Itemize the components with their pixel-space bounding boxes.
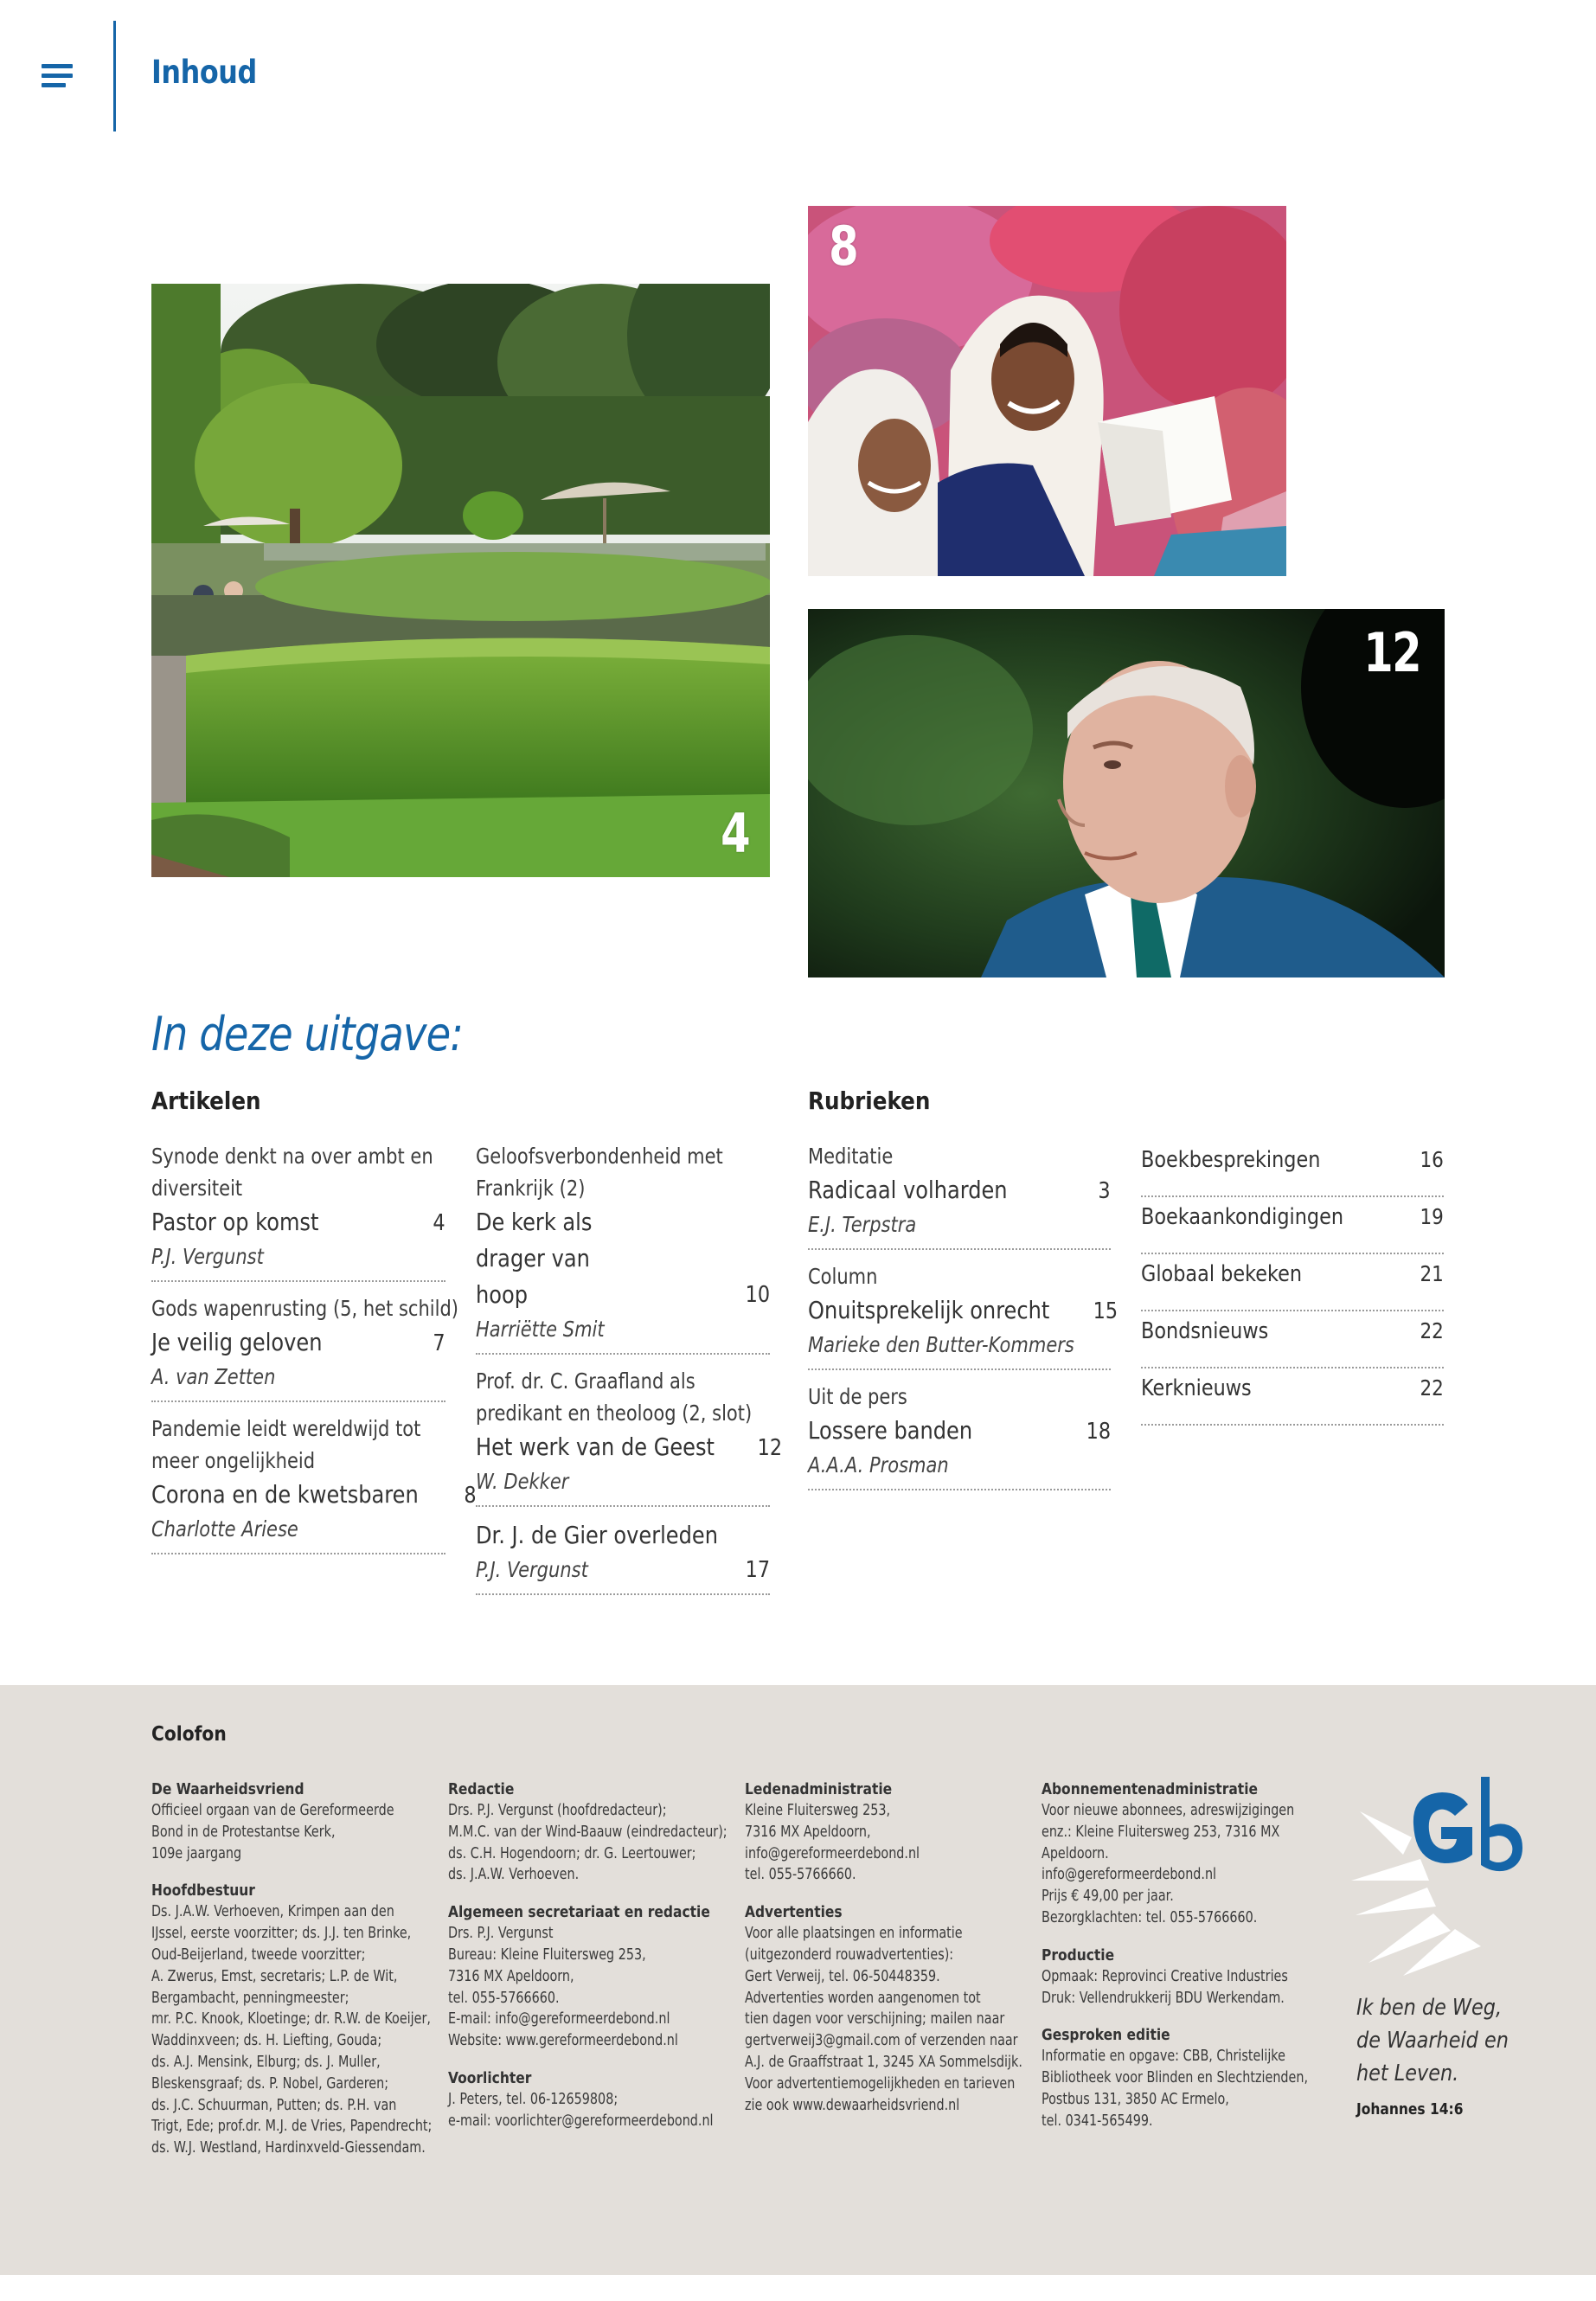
quote-line: de Waarheid en [1356,2028,1509,2054]
colofon-column-1 [151,1779,437,2175]
portrait-image [808,609,1445,977]
entry-title: Boekbesprekingen [1141,1147,1321,1173]
colofon-block [151,1880,437,2159]
entry-author: Marieke den Butter-Kommers [808,1332,1074,1357]
entry-title: Dr. J. de Gier overleden [476,1521,718,1549]
colofon-contact-link[interactable]: info@gereformeerdebond.nl [1042,1866,1217,1884]
colofon-block [448,2067,734,2132]
entry-page: 15 [1093,1298,1118,1324]
rubrieken-column-1 [808,1140,1118,1501]
entry-author: E.J. Terpstra [808,1212,917,1237]
colofon-block-heading: Algemeen secretariaat en redactie [448,1903,710,1922]
page-number-badge: 8 [829,215,858,278]
colofon-block [745,1901,1030,2116]
colofon-line: Bibliotheek voor Blinden en Slechtzienden, [1042,2069,1309,2087]
colofon-block-heading: Productie [1042,1945,1115,1965]
colofon-line: Voor alle plaatsingen en informatie [745,1925,963,1943]
toc-entry[interactable] [808,1381,1111,1490]
colofon-line: Waddinxveen; ds. H. Liefting, Gouda; [151,2032,382,2050]
colofon-block-heading: Hoofdbestuur [151,1881,255,1900]
colofon-contact-link[interactable]: Website: www.gereformeerdebond.nl [448,2032,678,2050]
entry-topic: Prof. dr. C. Graafland als predikant en theoloog (2, slot) [476,1368,753,1426]
colofon-line: Voor nieuwe abonnees, adreswijzigingen [1042,1802,1295,1819]
colofon-block [448,1779,734,1886]
photo-women-article-8[interactable] [808,206,1286,576]
entry-page: 21 [1420,1261,1444,1286]
toc-entry[interactable] [1141,1311,1444,1368]
colofon-line: 7316 MX Apeldoorn, [448,1967,574,1985]
entry-title: Lossere banden [808,1416,973,1445]
entry-page: 4 [433,1210,445,1236]
colofon-line: ds. C.H. Hogendoorn; dr. G. Leertouwer; [448,1844,696,1862]
entry-topic: Synode denkt na over ambt en diversiteit [151,1144,433,1201]
entry-title: Bondsnieuws [1141,1318,1269,1344]
entry-page: 18 [1086,1419,1111,1445]
colofon-line: J. Peters, tel. 06-12659808; [448,2090,619,2108]
colofon-line: Advertenties worden aangenomen tot [745,1989,981,2007]
photo-man-article-12[interactable] [808,609,1445,977]
page-number-badge: 12 [1362,621,1420,684]
entry-author: P.J. Vergunst [476,1557,588,1582]
colofon-line: Trigt, Ede; prof.dr. M.J. de Vries, Papendrecht; [151,2118,433,2136]
colofon-line: Bleskensgraaf; ds. P. Nobel, Garderen; [151,2074,389,2093]
colofon-block-heading: De Waarheidsvriend [151,1780,304,1798]
entry-author: Harriëtte Smit [476,1317,605,1342]
colofon-contact-link[interactable]: e-mail: voorlichter@gereformeerdebond.nl [448,2112,714,2130]
colofon-line: ds. A.J. Mensink, Elburg; ds. J. Muller, [151,2053,381,2071]
entry-title: Kerknieuws [1141,1375,1252,1401]
rubrieken-label: Rubrieken [808,1086,931,1115]
toc-entry[interactable] [1141,1254,1444,1311]
colofon-line: Informatie en opgave: CBB, Christelijke [1042,2048,1285,2066]
colofon-line: IJssel, eerste voorzitter; ds. J.J. ten Brinke, [151,1925,412,1943]
bible-quote [1356,1991,1509,2090]
colofon-block [151,1779,437,1864]
colofon-line: enz.: Kleine Fluitersweg 253, 7316 MX [1042,1823,1280,1841]
colofon-line: (uitgezonderd rouwadvertenties): [745,1945,954,1964]
colofon-line: Gert Verweij, tel. 06-50448359. [745,1967,940,1985]
rubrieken-column-2 [1141,1140,1444,1426]
colofon-line: Opmaak: Reprovinci Creative Industries [1042,1967,1288,1985]
toc-entry[interactable] [151,1140,445,1282]
entry-topic: Gods wapenrusting (5, het schild) [151,1296,458,1321]
entry-title: Het werk van de Geest [476,1433,715,1461]
toc-entry[interactable] [476,1365,782,1507]
colofon-block [1042,1779,1327,1929]
colofon-line: Drs. P.J. Vergunst (hoofdredacteur); [448,1802,667,1819]
toc-entry[interactable] [476,1517,770,1595]
colofon-block-heading: Ledenadministratie [745,1780,893,1798]
gereformeerde-bond-logo [1351,1777,1524,1976]
colofon-line: tel. 0341-565499. [1042,2112,1153,2130]
colofon-line: mr. P.C. Knook, Kloetinge; dr. R.W. de Koeijer, [151,2010,431,2029]
quote-reference: Johannes 14:6 [1356,2100,1464,2118]
photo-garden-article-4[interactable] [151,284,770,877]
page-header [0,0,1596,138]
colofon-line: M.M.C. van der Wind-Baauw (eindredacteur); [448,1823,727,1841]
entry-author: A.A.A. Prosman [808,1452,949,1477]
entry-topic: Geloofsverbondenheid met Frankrijk (2) [476,1144,723,1201]
colofon-contact-link[interactable]: info@gereformeerdebond.nl [745,1844,920,1862]
entry-title: Onuitsprekelijk onrecht [808,1296,1050,1324]
colofon-block-heading: Abonnementenadministratie [1042,1780,1259,1798]
entry-author: W. Dekker [476,1469,569,1494]
entry-title: Pastor op komst [151,1208,319,1236]
entry-page: 17 [745,1557,770,1583]
quote-line: het Leven. [1356,2061,1459,2086]
toc-entry[interactable] [151,1413,477,1554]
entry-author: A. van Zetten [151,1364,276,1389]
colofon-line: Bureau: Kleine Fluitersweg 253, [448,1945,646,1964]
colofon-section [0,1685,1596,2275]
colofon-line: Apeldoorn. [1042,1844,1109,1862]
colofon-block-heading: Gesproken editie [1042,2026,1170,2045]
colofon-block-heading: Voorlichter [448,2068,532,2087]
colofon-contact-link[interactable]: E-mail: info@gereformeerdebond.nl [448,2010,670,2029]
colofon-column-2 [448,1779,734,2148]
entry-title: Radicaal volharden [808,1176,1008,1204]
colofon-block [1042,1945,1327,2009]
colofon-line: Prijs € 49,00 per jaar. [1042,1888,1174,1906]
header-divider [113,21,116,131]
menu-icon[interactable] [42,64,73,88]
entry-topic: Uit de pers [808,1384,907,1409]
toc-entry[interactable] [1141,1368,1444,1426]
toc-entry[interactable] [1141,1197,1444,1254]
entry-page: 8 [464,1483,477,1509]
entry-page: 7 [433,1330,445,1356]
garden-image [151,284,770,877]
entry-title: Boekaankondigingen [1141,1204,1344,1230]
colofon-line: Bergambacht, penningmeester; [151,1989,349,2007]
toc-entry[interactable] [808,1260,1118,1370]
colofon-line: ds. J.A.W. Verhoeven. [448,1866,580,1884]
colofon-block [745,1779,1030,1886]
colofon-line: Druk: Vellendrukkerij BDU Werkendam. [1042,1989,1285,2007]
colofon-line: tel. 055-5766660. [745,1866,856,1884]
entry-title: Je veilig geloven [151,1328,323,1356]
artikelen-label: Artikelen [151,1086,261,1115]
toc-entry[interactable] [808,1140,1111,1250]
colofon-title: Colofon [151,1723,227,1746]
page-title: Inhoud [151,54,257,91]
entry-page: 19 [1420,1204,1444,1229]
colofon-line: Officieel orgaan van de Gereformeerde [151,1802,394,1819]
toc-entry[interactable] [476,1140,770,1355]
colofon-line: tel. 055-5766660. [448,1989,560,2007]
women-reading-image [808,206,1286,576]
artikelen-column-2 [476,1140,782,1606]
colofon-line: 109e jaargang [151,1844,242,1862]
colofon-contact-link[interactable]: zie ook www.dewaarheidsvriend.nl [745,2096,960,2114]
quote-line: Ik ben de Weg, [1356,1995,1503,2021]
colofon-contact-link[interactable]: gertverweij3@gmail.com of verzenden naar [745,2032,1018,2050]
entry-title: De kerk als drager van hoop [476,1208,593,1309]
entry-topic: Pandemie leidt wereldwijd tot meer ongelijkheid [151,1416,421,1473]
entry-page: 16 [1420,1147,1444,1172]
entry-title: Corona en de kwetsbaren [151,1480,419,1509]
colofon-line: Bond in de Protestantse Kerk, [151,1823,336,1841]
colofon-block-heading: Advertenties [745,1903,843,1922]
artikelen-column-1 [151,1140,477,1565]
colofon-line: Postbus 131, 3850 AC Ermelo, [1042,2090,1229,2108]
toc-entry[interactable] [151,1292,458,1402]
colofon-line: Voor advertentiemogelijkheden en tarieven [745,2074,1016,2093]
entry-page: 10 [745,1282,770,1308]
contents-heading: In deze uitgave: [151,1007,464,1061]
page-number-badge: 4 [720,802,749,865]
colofon-line: A. Zwerus, Emst, secretaris; L.P. de Wit, [151,1967,398,1985]
entry-title: Globaal bekeken [1141,1261,1303,1287]
colofon-column-4 [1042,1779,1327,2148]
colofon-line: Oud-Beijerland, tweede voorzitter; [151,1945,366,1964]
colofon-line: Ds. J.A.W. Verhoeven, Krimpen aan den [151,1903,394,1921]
colofon-block [1042,2024,1327,2131]
colofon-line: Kleine Fluitersweg 253, [745,1802,891,1819]
colofon-line: ds. J.C. Schuurman, Putten; ds. P.H. van [151,2096,397,2114]
toc-entry[interactable] [1141,1140,1444,1197]
colofon-line: ds. W.J. Westland, Hardinxveld-Giessendam. [151,2139,426,2157]
colofon-line: tien dagen voor verschijning; mailen naar [745,2010,1005,2029]
entry-page: 3 [1098,1178,1111,1204]
entry-author: P.J. Vergunst [151,1244,264,1269]
colofon-block [448,1901,734,2052]
colofon-line: Bezorgklachten: tel. 055-5766660. [1042,1908,1258,1926]
colofon-block-heading: Redactie [448,1780,515,1798]
entry-page: 22 [1420,1375,1444,1400]
entry-author: Charlotte Ariese [151,1516,298,1541]
entry-topic: Meditatie [808,1144,894,1169]
entry-page: 12 [757,1435,782,1461]
colofon-line: A.J. de Graaffstraat 1, 3245 XA Sommelsdijk. [745,2053,1022,2071]
colofon-column-3 [745,1779,1030,2131]
entry-page: 22 [1420,1318,1444,1343]
entry-topic: Column [808,1264,878,1289]
colofon-line: Drs. P.J. Vergunst [448,1925,554,1943]
colofon-line: 7316 MX Apeldoorn, [745,1823,871,1841]
